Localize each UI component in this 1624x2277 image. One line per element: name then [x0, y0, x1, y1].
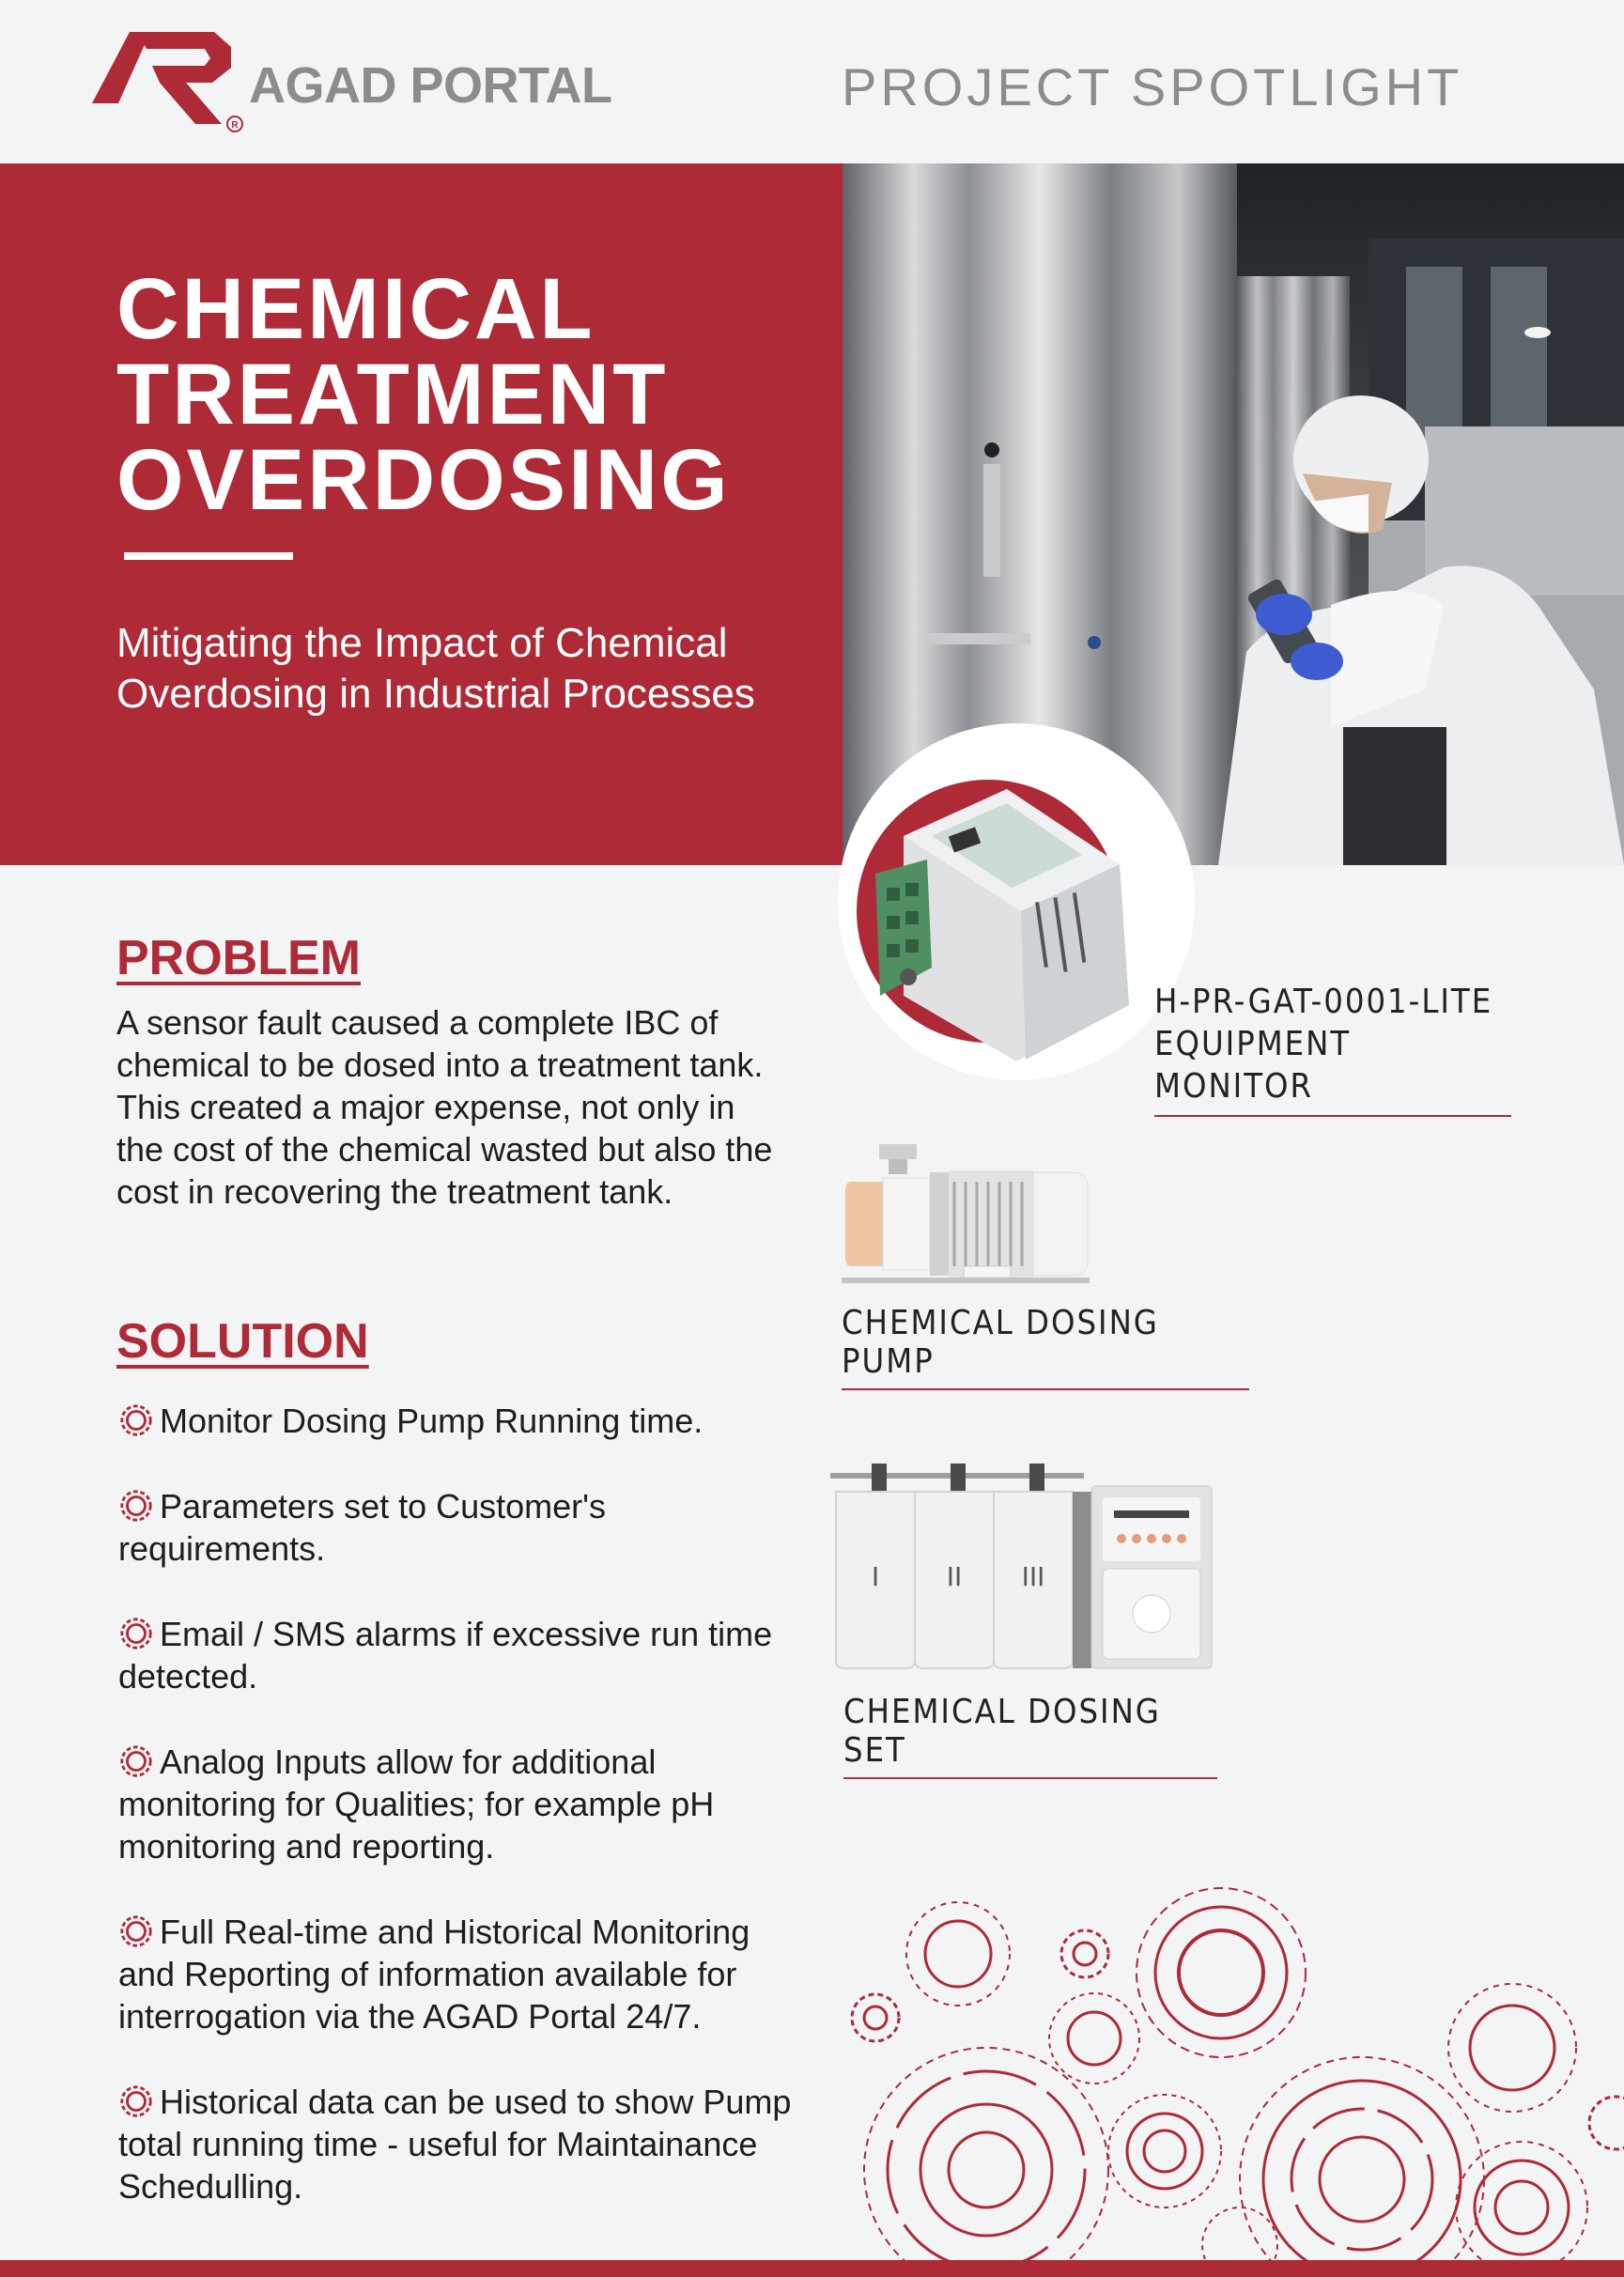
agad-logo-icon: [92, 30, 247, 135]
hero-divider: [124, 552, 293, 560]
hero-title: [116, 261, 731, 528]
tank-label: II: [946, 1561, 963, 1592]
project-spotlight-label: PROJECT SPOTLIGHT: [842, 57, 1463, 116]
solution-item-text: Parameters set to Customer's requirements.: [118, 1487, 607, 1568]
gear-bullet-icon: [118, 1743, 154, 1779]
solution-item: [118, 1400, 804, 1442]
label-underline: [1154, 1115, 1511, 1117]
label-underline: [842, 1388, 1249, 1390]
dosing-pump-name: CHEMICAL DOSING PUMP: [842, 1304, 1159, 1381]
solution-item: [118, 1485, 804, 1570]
hero-title-line: CHEMICAL: [116, 261, 595, 357]
dosing-set-label: [843, 1693, 1217, 1779]
equipment-monitor-device-image: [838, 723, 1195, 1080]
equipment-monitor-name: EQUIPMENT MONITOR: [1154, 1025, 1352, 1106]
dosing-pump-label: [842, 1304, 1249, 1390]
dosing-set-icon: [830, 1464, 1215, 1670]
hero-title-line: TREATMENT: [116, 347, 669, 442]
solution-list: [118, 1400, 804, 2251]
decorative-gears-graphic: [836, 1869, 1624, 2264]
brand-name: AGAD PORTAL: [249, 57, 612, 114]
equipment-monitor-label: [1154, 981, 1511, 1117]
solution-item-text: Email / SMS alarms if excessive run time detected.: [118, 1615, 773, 1696]
dosing-pump-icon: [842, 1144, 1095, 1287]
equipment-monitor-model: H-PR-GAT-0001-LITE: [1154, 983, 1493, 1021]
gear-bullet-icon: [118, 1402, 154, 1438]
solution-item: [118, 1741, 804, 1867]
hero-banner: [0, 163, 843, 865]
label-underline: [843, 1777, 1217, 1779]
gear-bullet-icon: [118, 1913, 154, 1949]
hero-subtitle: Mitigating the Impact of Chemical Overdosing in Industrial Processes: [116, 620, 755, 717]
problem-text: A sensor fault caused a complete IBC of chemical to be dosed into a treatment tank. This created a major expense, not only in the cost of the chemical wasted but also the cost in recovering the treatment tank.: [116, 1003, 773, 1211]
gear-bullet-icon: [118, 1488, 154, 1524]
dosing-set-name: CHEMICAL DOSING SET: [843, 1693, 1161, 1770]
solution-item: [118, 1613, 804, 1697]
solution-item-text: Monitor Dosing Pump Running time.: [160, 1402, 704, 1440]
problem-heading: PROBLEM: [116, 931, 361, 985]
svg-text:R: R: [231, 120, 239, 131]
footer-bar: [0, 2260, 1624, 2277]
solution-item: [118, 2081, 804, 2207]
solution-item-text: Full Real-time and Historical Monitoring and Reporting of information available for interrogation via the AGAD Portal 24/7.: [118, 1913, 750, 2036]
tank-label: I: [871, 1561, 880, 1592]
gear-bullet-icon: [118, 1616, 154, 1651]
hero-title-line: OVERDOSING: [116, 432, 731, 528]
solution-item-text: Historical data can be used to show Pump total running time - useful for Maintainance Schedulling.: [118, 2083, 792, 2206]
solution-item: [118, 1911, 804, 2037]
solution-heading: SOLUTION: [116, 1314, 369, 1369]
solution-item-text: Analog Inputs allow for additional monitoring for Qualities; for example pH monitoring and reporting.: [118, 1743, 715, 1866]
gear-bullet-icon: [118, 2083, 154, 2119]
tank-label: III: [1021, 1561, 1045, 1592]
